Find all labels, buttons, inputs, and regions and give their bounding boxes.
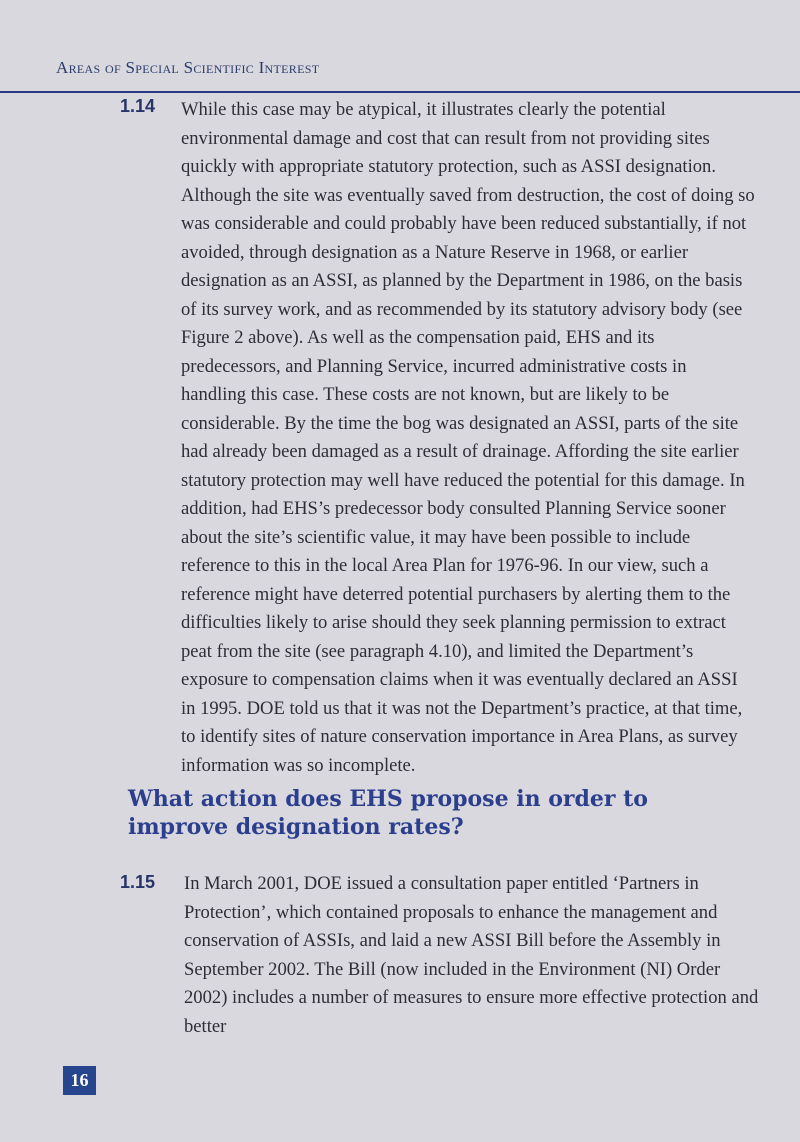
section-heading: What action does EHS propose in order to improve designation rates? [128, 786, 648, 840]
running-header-title: Areas of Special Scientific Interest [56, 58, 320, 77]
paragraph-text: While this case may be atypical, it illustrates clearly the potential environmental damage and cost that can result from not providing sites quickly with appropriate statutory protection, such as ASSI designation. Although the site was eventually saved from destruction, the cost of doing so was considerable and could probably have been reduced substantially, if not avoided, through designation as a Nature Reserve in 1968, or earlier designation as an ASSI, as planned by the Department in 1986, on the basis of its survey work, and as recommended by its statutory advisory body (see Figure 2 above). As well as the compensation paid, EHS and its predecessors, and Planning Service, incurred administrative costs in handling this case. These costs are not known, but are likely to be considerable. By the time the bog was designated an ASSI, parts of the site had already been damaged as a result of drainage. Affording the site earlier statutory protection may well have reduced the potential for this damage. In addition, had EHS’s predecessor body consulted Planning Service sooner about the site’s scientific value, it may have been possible to include reference to this in the local Area Plan for 1976-96. In our view, such a reference might have deterred potential purchasers by alerting them to the difficulties likely to arise should they seek planning permission to extract peat from the site (see paragraph 4.10), and limited the Department’s exposure to compensation claims when it was eventually declared an ASSI in 1995. DOE told us that it was not the Department’s practice, at that time, to identify sites of nature conservation importance in Area Plans, as survey information was so incomplete. [181, 99, 755, 776]
paragraph-1-15 [120, 870, 760, 1041]
page-number: 16 [63, 1066, 96, 1095]
running-header [56, 58, 319, 78]
paragraph-number: 1.15 [120, 872, 156, 892]
paragraph-text: In March 2001, DOE issued a consultation paper entitled ‘Partners in Protection’, which contained proposals to enhance the management and conservation of ASSIs, and laid a new ASSI Bill before the Assembly in September 2002. The Bill (now included in the Environment (NI) Order 2002) includes a number of measures to ensure more effective protection and better [184, 873, 759, 1037]
paragraph-number: 1.14 [120, 96, 156, 116]
header-rule [0, 91, 800, 93]
paragraph-1-14 [120, 96, 760, 780]
